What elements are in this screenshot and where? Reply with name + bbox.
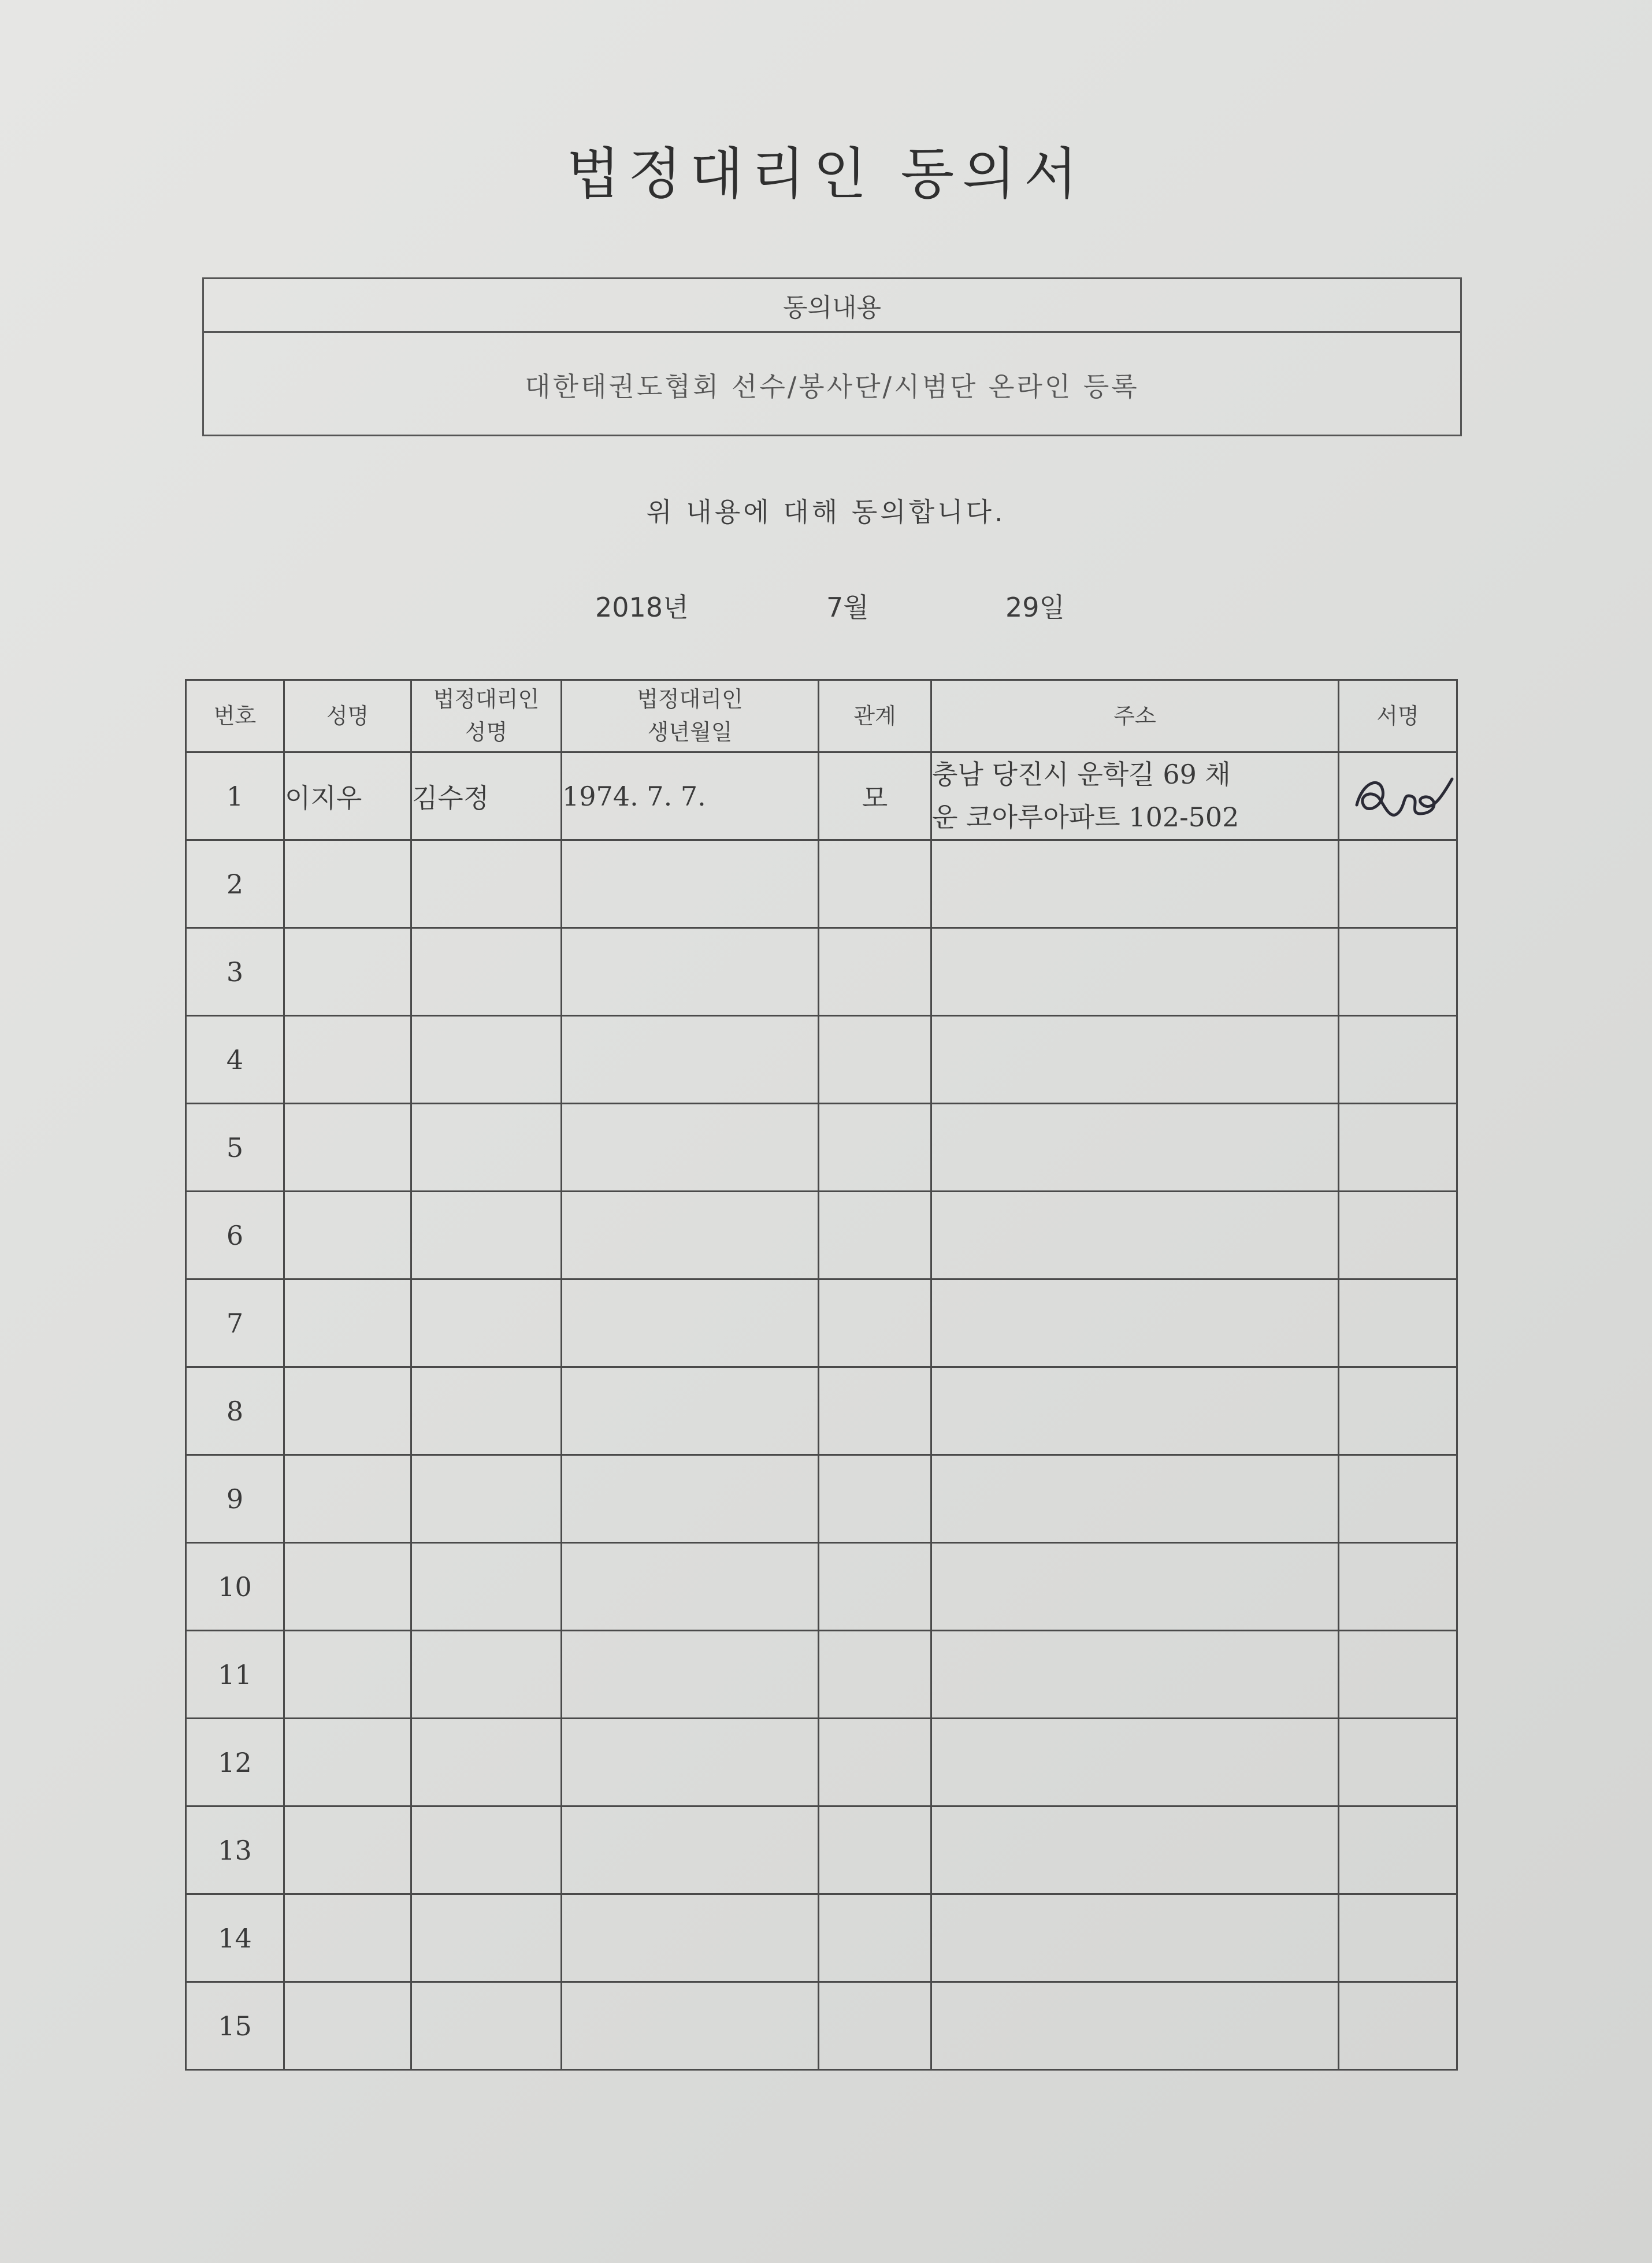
cell	[411, 1455, 562, 1543]
row-number: 6	[186, 1192, 284, 1279]
row-number: 14	[186, 1894, 284, 1982]
table-row	[186, 1894, 1457, 1982]
cell	[819, 1806, 931, 1894]
cell	[411, 1192, 562, 1279]
cell	[562, 928, 819, 1016]
header-address: 주소	[931, 680, 1339, 752]
handwritten-signature	[1345, 736, 1461, 851]
cell	[411, 1631, 562, 1719]
header-guardian-name	[411, 680, 562, 752]
date-line	[0, 587, 1652, 627]
address-line1: 충남 당진시 운학길 69 채	[932, 758, 1231, 790]
cell	[931, 1543, 1339, 1631]
header-relation: 관계	[819, 680, 931, 752]
cell	[284, 1016, 411, 1104]
row-number: 1	[186, 752, 284, 840]
cell	[1339, 1631, 1457, 1719]
cell	[819, 1104, 931, 1192]
guardian-name: 김수정	[411, 752, 562, 840]
cell	[1339, 1279, 1457, 1367]
row-number: 10	[186, 1543, 284, 1631]
row-number: 11	[186, 1631, 284, 1719]
cell	[562, 1719, 819, 1806]
cell	[284, 1367, 411, 1455]
cell	[562, 1367, 819, 1455]
cell	[284, 840, 411, 928]
row-number: 5	[186, 1104, 284, 1192]
address	[931, 752, 1339, 840]
cell	[931, 1455, 1339, 1543]
cell	[819, 1719, 931, 1806]
table-row	[186, 1543, 1457, 1631]
row-number: 9	[186, 1455, 284, 1543]
cell	[284, 1455, 411, 1543]
cell	[1339, 840, 1457, 928]
cell	[411, 1806, 562, 1894]
header-guardian-name-line2: 성명	[465, 719, 508, 745]
table-row	[186, 1279, 1457, 1367]
table-row	[186, 1192, 1457, 1279]
cell	[931, 1806, 1339, 1894]
cell	[411, 1894, 562, 1982]
row-number: 12	[186, 1719, 284, 1806]
agreement-statement: 위 내용에 대해 동의합니다.	[646, 496, 1006, 528]
cell	[819, 1192, 931, 1279]
date-day: 29일	[1005, 592, 1065, 623]
header-no: 번호	[186, 680, 284, 752]
cell	[931, 1894, 1339, 1982]
consent-header: 동의내용	[204, 279, 1460, 333]
cell	[819, 928, 931, 1016]
cell	[562, 1192, 819, 1279]
cell	[1339, 1806, 1457, 1894]
cell	[1339, 1894, 1457, 1982]
cell	[411, 1016, 562, 1104]
cell	[562, 1104, 819, 1192]
table-row	[186, 1982, 1457, 2070]
table-row	[186, 1455, 1457, 1543]
cell	[284, 1279, 411, 1367]
cell	[411, 1279, 562, 1367]
cell	[819, 1016, 931, 1104]
cell	[411, 1367, 562, 1455]
consent-box	[202, 277, 1462, 436]
cell	[819, 1982, 931, 2070]
cell	[284, 928, 411, 1016]
date-month: 7월	[826, 592, 869, 623]
table-row	[186, 1631, 1457, 1719]
row-number: 4	[186, 1016, 284, 1104]
cell	[284, 1631, 411, 1719]
cell	[819, 1367, 931, 1455]
cell	[931, 1104, 1339, 1192]
consent-content: 대한태권도협회 선수/봉사단/시범단 온라인 등록	[525, 371, 1139, 402]
cell	[931, 1367, 1339, 1455]
cell	[562, 1016, 819, 1104]
cell	[1339, 1982, 1457, 2070]
cell	[284, 1806, 411, 1894]
cell	[411, 1543, 562, 1631]
cell	[819, 1455, 931, 1543]
cell	[562, 1279, 819, 1367]
row-number: 15	[186, 1982, 284, 2070]
header-guardian-birth-line2: 생년월일	[647, 719, 733, 745]
table-row	[186, 1367, 1457, 1455]
cell	[1339, 1367, 1457, 1455]
cell	[819, 840, 931, 928]
cell	[411, 1982, 562, 2070]
cell	[562, 1631, 819, 1719]
cell	[411, 1719, 562, 1806]
header-guardian-birth-line1: 법정대리인	[637, 687, 743, 712]
student-name: 이지우	[284, 752, 411, 840]
cell	[284, 1982, 411, 2070]
cell	[931, 1279, 1339, 1367]
cell	[1339, 1719, 1457, 1806]
guardian-birthdate: 1974. 7. 7.	[562, 752, 819, 840]
table-row	[186, 840, 1457, 928]
row-number: 13	[186, 1806, 284, 1894]
cell	[819, 1279, 931, 1367]
cell	[819, 1631, 931, 1719]
cell	[284, 1894, 411, 1982]
cell	[1339, 928, 1457, 1016]
cell	[931, 840, 1339, 928]
header-guardian-name-line1: 법정대리인	[433, 687, 540, 712]
signature-cell	[1339, 752, 1457, 840]
cell	[411, 928, 562, 1016]
table-row	[186, 1104, 1457, 1192]
cell	[819, 1543, 931, 1631]
cell	[931, 928, 1339, 1016]
row-number: 3	[186, 928, 284, 1016]
cell	[931, 1719, 1339, 1806]
cell	[562, 1806, 819, 1894]
cell	[931, 1982, 1339, 2070]
cell	[931, 1016, 1339, 1104]
row-number: 2	[186, 840, 284, 928]
cell	[1339, 1455, 1457, 1543]
row-number: 7	[186, 1279, 284, 1367]
table-row	[186, 1719, 1457, 1806]
table-header-row	[186, 680, 1457, 752]
cell	[284, 1543, 411, 1631]
cell	[284, 1104, 411, 1192]
row-number: 8	[186, 1367, 284, 1455]
header-guardian-birth	[562, 680, 819, 752]
cell	[931, 1192, 1339, 1279]
cell	[562, 840, 819, 928]
cell	[1339, 1016, 1457, 1104]
cell	[562, 1455, 819, 1543]
cell	[284, 1719, 411, 1806]
cell	[562, 1982, 819, 2070]
page-title: 법정대리인 동의서	[566, 142, 1086, 206]
cell	[1339, 1104, 1457, 1192]
registration-table	[185, 679, 1458, 2071]
table-row	[186, 1806, 1457, 1894]
cell	[411, 1104, 562, 1192]
header-signature: 서명	[1339, 680, 1457, 752]
cell	[1339, 1543, 1457, 1631]
cell	[411, 840, 562, 928]
cell	[562, 1543, 819, 1631]
cell	[284, 1192, 411, 1279]
address-line2: 운 코아루아파트 102-502	[932, 801, 1239, 833]
cell	[562, 1894, 819, 1982]
table-row	[186, 752, 1457, 840]
table-row	[186, 928, 1457, 1016]
header-name: 성명	[284, 680, 411, 752]
date-year: 2018년	[595, 592, 689, 623]
relation: 모	[819, 752, 931, 840]
table-row	[186, 1016, 1457, 1104]
cell	[931, 1631, 1339, 1719]
cell	[1339, 1192, 1457, 1279]
cell	[819, 1894, 931, 1982]
